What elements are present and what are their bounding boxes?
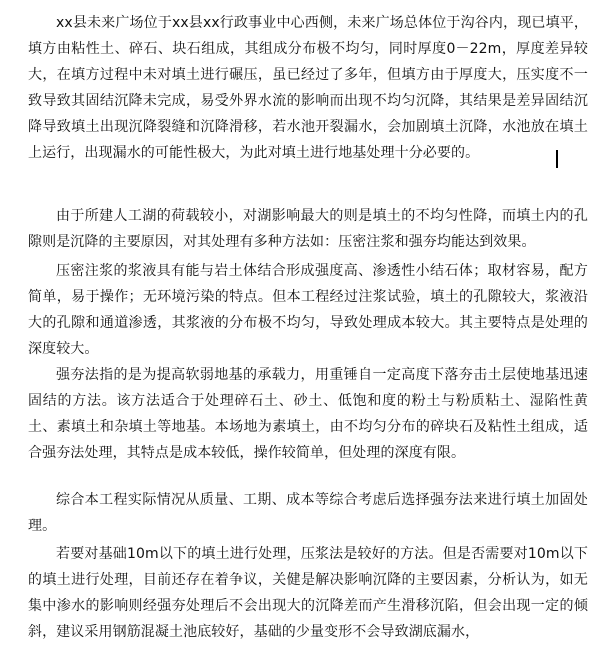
paragraph-6: 若要对基础10m以下的填土进行处理，压浆法是较好的方法。但是否需要对10m以下的填土进行处理，目前还存在着争议，关健是解决影响沉降的主要因素，分析认为，如无集中渗水的影响则经强夯处理后不会出现大的沉降差而产生滑移沉陷，但会出现一定的倾斜，建议采用钢筋混凝土池底较好，基础的少量变形不会导致湖底漏水， (28, 546, 588, 640)
paragraph-1: xx县未来广场位于xx县xx行政事业中心西侧，未来广场总体位于沟谷内，现已填平，填方由粘性土、碎石、块石组成，其组成分布极不均匀，同时厚度0－22m，厚度差异较大，在填方过程中未对填土进行碾压，虽已经过了多年，但填方由于厚度大，压实度不一致导致其固结沉降未完成，易受外界水流的影响而出现不均匀沉降，其结果是差异固结沉降导致填土出现沉降裂缝和沉降滑移，若水池开裂漏水，会加剧填土沉降，水池放在填土上运行，出现漏水的可能性极大，为此对填土进行地基处理十分必要的。 (28, 15, 588, 161)
text-cursor (556, 150, 558, 168)
paragraph-3: 压密注浆的浆液具有能与岩土体结合形成强度高、渗透性小结石体；取材容易，配方简单，易于操作；无环境污染的特点。但本工程经过注浆试验，填土的孔隙较大，浆液沿大的孔隙和通道渗透，其浆液的分布极不均匀，导致处理成本较大。其主要特点是处理的深度较大。 (28, 263, 588, 357)
paragraph-4: 强夯法指的是为提高软弱地基的承载力，用重锤自一定高度下落夯击土层使地基迅速固结的方法。该方法适合于处理碎石土、砂土、低饱和度的粉土与粉质粘土、湿陷性黄土、素填土和杂填土等地基。本场地为素填土，由不均匀分布的碎块石及粘性土组成，适合强夯法处理，其特点是成本较低，操作较简单，但处理的深度有限。 (28, 367, 588, 461)
paragraph-5: 综合本工程实际情况从质量、工期、成本等综合考虑后选择强夯法来进行填土加固处理。 (28, 492, 588, 534)
paragraph-2: 由于所建人工湖的荷载较小，对湖影响最大的则是填土的不均匀性降，而填土内的孔隙则是沉降的主要原因，对其处理有多种方法如：压密注浆和强夯均能达到效果。 (28, 208, 588, 250)
